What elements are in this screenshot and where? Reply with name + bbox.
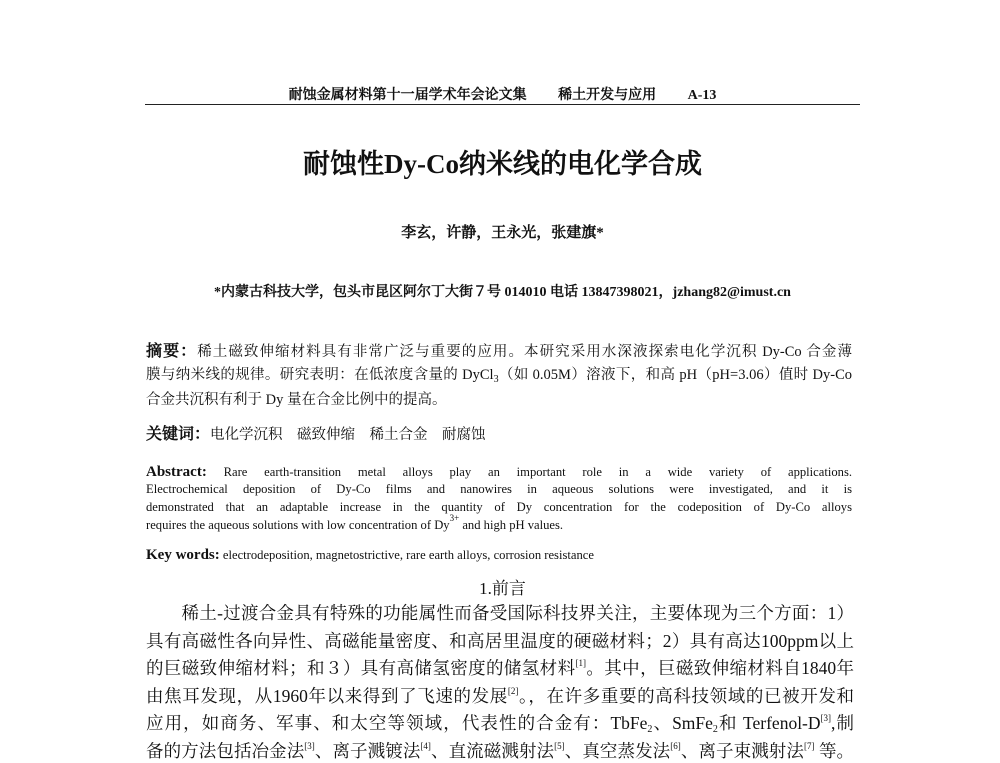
- superscript: [5]: [554, 740, 565, 751]
- text-run: 、SmFe: [652, 713, 713, 733]
- subscript: 3: [493, 374, 499, 385]
- authors: 李玄，许静，王永光，张建旗*: [401, 225, 604, 241]
- text-run: 、离子束溅射法: [680, 740, 804, 761]
- keywords-cn-label: 关键词：: [146, 426, 211, 443]
- text-line: [146, 464, 852, 481]
- superscript: [4]: [420, 740, 431, 751]
- text-run: 应用，如商务、军事、和太空等领域，代表性的合金有：TbFe: [146, 713, 648, 733]
- text-run: 膜与纳米线的规律。研究表明：在低浓度含量的 DyCl: [146, 367, 494, 383]
- text-run: 稀土磁致伸缩材料具有非常广泛与重要的应用。本研究采用水深液探索电化学沉积 Dy-Co 合金薄: [197, 344, 852, 360]
- text-run: 具有高磁性各向异性、高磁能量密度、和高居里温度的硬磁材料；2）具有高达100ppm以上: [146, 630, 854, 651]
- page-number: A-13: [687, 88, 717, 103]
- superscript: [6]: [670, 740, 681, 751]
- text-run: 等。: [814, 740, 855, 761]
- text-run: ,制: [831, 713, 854, 733]
- text-line: [146, 628, 854, 653]
- text-run: 、真空蒸发法: [564, 740, 671, 761]
- running-head: [145, 84, 860, 104]
- text-run: 由焦耳发现，从1960年以来得到了飞速的发展: [146, 685, 508, 706]
- text-run: demonstrated that an adaptable increase in the quantity of Dy concentration for the codeposition of Dy-Co alloys: [146, 500, 852, 514]
- keywords-en-text: electrodeposition, magnetostrictive, rare earth alloys, corrosion resistance: [219, 548, 594, 562]
- keywords-cn-text: 电化学沉积 磁致伸缩 稀土合金 耐腐蚀: [210, 427, 486, 443]
- text-line: [146, 600, 854, 625]
- text-run: Rare earth-transition metal alloys play an important role in a wide variety of applications.: [206, 465, 852, 479]
- text-run: 稀土-过渡合金具有特殊的功能属性而备受国际科技界关注，主要体现为三个方面：1）: [146, 603, 854, 623]
- text-run: requires the aqueous solutions with low concentration of Dy: [146, 518, 450, 532]
- subscript: 2: [647, 724, 653, 735]
- text-run: and high pH values.: [459, 518, 564, 532]
- section-label: Abstract:: [146, 464, 207, 480]
- text-line: [146, 513, 852, 533]
- section-title: 1.前言: [479, 579, 526, 598]
- text-line: [146, 482, 852, 497]
- superscript: [2]: [507, 685, 519, 696]
- text-line: [146, 388, 852, 409]
- subscript: 2: [712, 724, 718, 735]
- keywords-en: [146, 547, 852, 564]
- header-rule: [145, 104, 860, 105]
- text-run: 和 Terfenol-D: [717, 713, 821, 733]
- text-line: [146, 363, 852, 384]
- affiliation: *内蒙古科技大学，包头市昆区阿尔丁大街７号 014010 电话 13847398021，jzhang82@imust.cn: [214, 285, 791, 300]
- text-line: [146, 710, 854, 735]
- text-run: 备的方法包括冶金法: [146, 740, 305, 761]
- keywords-cn: [146, 421, 852, 444]
- text-run: 、直流磁溅射法: [430, 740, 555, 761]
- text-run: 、离子溅镀法: [314, 740, 421, 761]
- superscript: 3+: [449, 513, 460, 523]
- proceedings-name: 耐蚀金属材料第十一届学术年会论文集: [288, 88, 527, 103]
- text-line: [146, 655, 854, 680]
- superscript: [7]: [803, 740, 815, 751]
- text-line: [146, 338, 852, 361]
- superscript: [3]: [304, 740, 315, 751]
- text-run: （如 0.05M）溶液下，和高 pH（pH=3.06）值时 Dy-Co: [498, 367, 853, 383]
- text-line: [146, 683, 854, 708]
- superscript: [3]: [820, 713, 832, 723]
- text-run: 合金共沉积有利于 Dy 量在合金比例中的提高。: [146, 392, 447, 408]
- paper-title: 耐蚀性Dy-Co纳米线的电化学合成: [303, 149, 702, 179]
- text-run: 的巨磁致伸缩材料；和３）具有高储氢密度的储氢材料: [146, 658, 576, 678]
- text-line: [146, 738, 854, 763]
- text-run: 。其中，巨磁致伸缩材料自1840年: [585, 658, 855, 678]
- text-run: Electrochemical deposition of Dy-Co films and nanowires in aqueous solutions were investigated, and it is: [146, 482, 852, 496]
- text-run: 。，在许多重要的高科技领域的已被开发和: [518, 685, 854, 706]
- superscript: [1]: [575, 658, 586, 668]
- section-label: 摘要：: [146, 343, 198, 360]
- keywords-en-label: Key words:: [146, 547, 220, 563]
- text-line: [146, 500, 852, 515]
- section-name: 稀土开发与应用: [558, 88, 657, 103]
